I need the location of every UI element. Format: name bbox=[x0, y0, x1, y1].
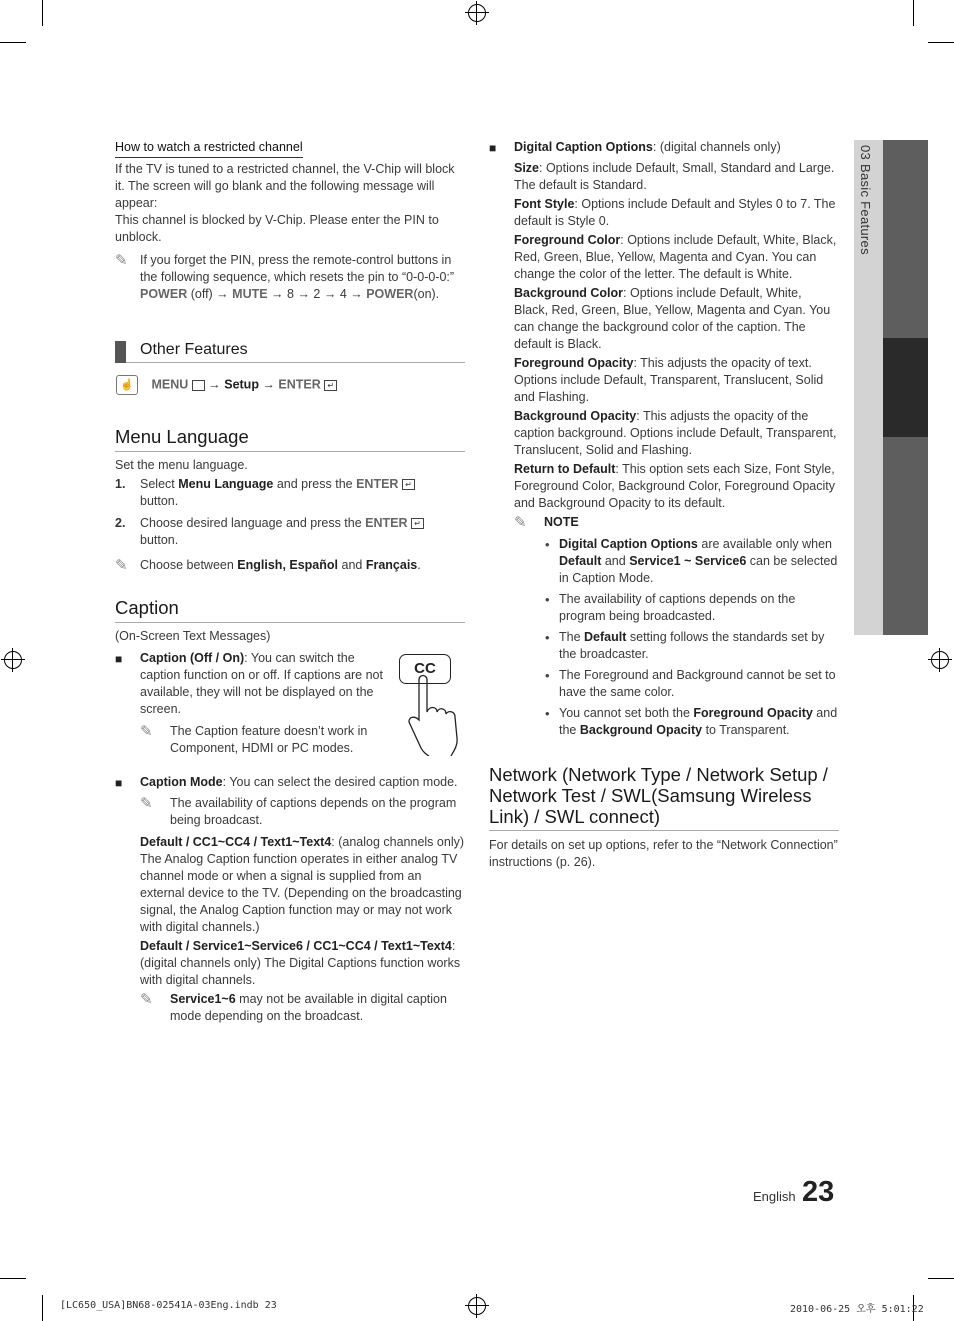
network-title: Network (Network Type / Network Setup / Network Test / SWL(Samsung Wireless Link) / SWL connect) bbox=[489, 764, 839, 831]
note-item: • The Foreground and Background cannot be set to have the same color. bbox=[545, 668, 836, 699]
right-column bbox=[489, 139, 839, 739]
note-item: • The availability of captions depends on the program being broadcasted. bbox=[545, 592, 796, 623]
registration-mark-icon bbox=[468, 1297, 486, 1315]
caption-subtitle: (On-Screen Text Messages) bbox=[115, 629, 271, 643]
file-info: [LC650_USA]BN68-02541A-03Eng.indb 23 bbox=[60, 1300, 277, 1311]
service-note: ✎ Service1~6 may not be available in digital caption mode depending on the broadcast. bbox=[140, 991, 447, 1023]
note-item: • Digital Caption Options are available only when Default and Service1 ~ Service6 can be selected in Caption Mode. bbox=[545, 537, 838, 585]
caption-note: ✎ The Caption feature doesn’t work in Component, HDMI or PC modes. bbox=[140, 723, 368, 755]
crop-mark bbox=[928, 42, 954, 43]
cc-button: CC bbox=[399, 654, 451, 684]
restricted-title: How to watch a restricted channel bbox=[115, 139, 303, 158]
network-desc: For details on set up options, refer to the “Network Connection” instructions (p. 26). bbox=[489, 838, 838, 869]
note-pencil-icon: ✎ bbox=[140, 795, 153, 812]
registration-mark-icon bbox=[468, 4, 486, 22]
remote-hand-icon: ☝ bbox=[116, 375, 138, 395]
option-return-to-default: Return to Default: This option sets each Size, Font Style, Foreground Color, Background Color, Foreground Opacity and Background Opacity to its default. bbox=[514, 462, 836, 510]
chapter-label: 03 Basic Features bbox=[858, 145, 873, 255]
note-pencil-icon: ✎ bbox=[140, 991, 153, 1008]
bullet-square-icon: ■ bbox=[489, 141, 497, 155]
caption-onoff-item: ■ Caption (Off / On): You can switch the caption function on or off. If captions are not available, they will not be displayed on the screen. bbox=[115, 651, 383, 716]
restricted-paragraph: If the TV is tuned to a restricted channel, the V-Chip will block it. The screen will go blank and the following message will appear: bbox=[115, 162, 455, 210]
note-pencil-icon: ✎ bbox=[140, 723, 153, 740]
pointing-hand-icon bbox=[397, 652, 467, 756]
crop-mark bbox=[928, 1278, 954, 1279]
crop-mark bbox=[0, 1278, 26, 1279]
menu-icon bbox=[192, 380, 205, 391]
note-pencil-icon: ✎ bbox=[115, 557, 128, 574]
enter-icon: ↵ bbox=[324, 380, 337, 391]
other-features-header bbox=[115, 341, 465, 363]
crop-mark bbox=[42, 1295, 43, 1321]
bullet-square-icon: ■ bbox=[115, 776, 123, 790]
enter-icon: ↵ bbox=[402, 479, 415, 490]
option-background-opacity: Background Opacity: This adjusts the opacity of the caption background. Options include Default, Transparent, Translucent, Solid and Flashing. bbox=[514, 409, 837, 457]
section-bar-icon bbox=[115, 341, 126, 363]
registration-mark-icon bbox=[4, 651, 22, 669]
option-font-style: Font Style: Options include Default and Styles 0 to 7. The default is Style 0. bbox=[514, 197, 836, 228]
left-column bbox=[115, 139, 465, 303]
footer-language: English bbox=[753, 1189, 796, 1204]
menu-path: ☝ MENU → Setup → ENTER ↵ bbox=[116, 375, 466, 395]
pin-note: ✎ If you forget the PIN, press the remote-control buttons in the following sequence, which resets the pin to “0-0-0-0:” POWER (off) → MUTE → 8 → 2 → 4 → POWER(on). bbox=[115, 252, 455, 301]
step-1: 1. Select Menu Language and press the ENTER ↵ button. bbox=[115, 476, 465, 510]
analog-caption-desc: Default / CC1~CC4 / Text1~Text4: (analog channels only) The Analog Caption function operates in either analog TV channel mode or when a signal is supplied from an external device to the TV. (Depending on the broadcasting signal, the Analog Caption function may or may not work with digital channels.) bbox=[140, 835, 465, 934]
digital-caption-desc: Default / Service1~Service6 / CC1~CC4 / Text1~Text4: (digital channels only) The Digital Captions function works with digital channels. bbox=[140, 939, 461, 987]
enter-icon: ↵ bbox=[411, 518, 424, 529]
option-foreground-opacity: Foreground Opacity: This adjusts the opacity of text. Options include Default, Transparent, Translucent, Solid and Flashing. bbox=[514, 356, 824, 404]
crop-mark bbox=[0, 42, 26, 43]
cc-button-illustration bbox=[397, 652, 467, 756]
bullet-square-icon: ■ bbox=[115, 652, 123, 666]
crop-mark bbox=[913, 0, 914, 26]
caption-mode-item: ■ Caption Mode: You can select the desired caption mode. bbox=[115, 775, 458, 790]
option-foreground-color: Foreground Color: Options include Default, White, Black, Red, Green, Blue, Yellow, Magenta and Cyan. You can change the color of the letter. The default is White. bbox=[514, 233, 837, 281]
print-timestamp: 2010-06-25 오후 5:01:22 bbox=[790, 1304, 924, 1315]
option-size: Size: Options include Default, Small, Standard and Large. The default is Standard. bbox=[514, 161, 835, 192]
other-features-title: Other Features bbox=[140, 341, 248, 358]
chapter-tab-active bbox=[883, 338, 928, 437]
digital-caption-options: ■ Digital Caption Options: (digital channels only) bbox=[489, 140, 781, 155]
note-pencil-icon: ✎ bbox=[514, 514, 527, 531]
menu-language-title: Menu Language bbox=[115, 426, 465, 452]
note-item: • You cannot set both the Foreground Opacity and the Background Opacity to Transparent. bbox=[545, 706, 838, 737]
menu-language-desc: Set the menu language. bbox=[115, 458, 248, 472]
step-2: 2. Choose desired language and press the ENTER ↵ button. bbox=[115, 515, 465, 549]
registration-mark-icon bbox=[931, 651, 949, 669]
caption-title: Caption bbox=[115, 597, 465, 623]
note-header: ✎ NOTE bbox=[514, 514, 579, 531]
note-pencil-icon: ✎ bbox=[115, 252, 128, 269]
page-number: 23 bbox=[802, 1176, 835, 1208]
note-item: • The Default setting follows the standards set by the broadcaster. bbox=[545, 630, 825, 661]
crop-mark bbox=[42, 0, 43, 26]
menu-language-section bbox=[115, 457, 465, 574]
caption-mode-note: ✎ The availability of captions depends on the program being broadcast. bbox=[140, 795, 457, 827]
restricted-message: This channel is blocked by V-Chip. Please enter the PIN to unblock. bbox=[115, 213, 439, 244]
option-background-color: Background Color: Options include Default, White, Black, Red, Green, Blue, Yellow, Magenta and Cyan. You can change the background color of the caption. The default is Black. bbox=[514, 286, 831, 351]
language-note: ✎ Choose between English, Español and Français. bbox=[115, 557, 421, 574]
